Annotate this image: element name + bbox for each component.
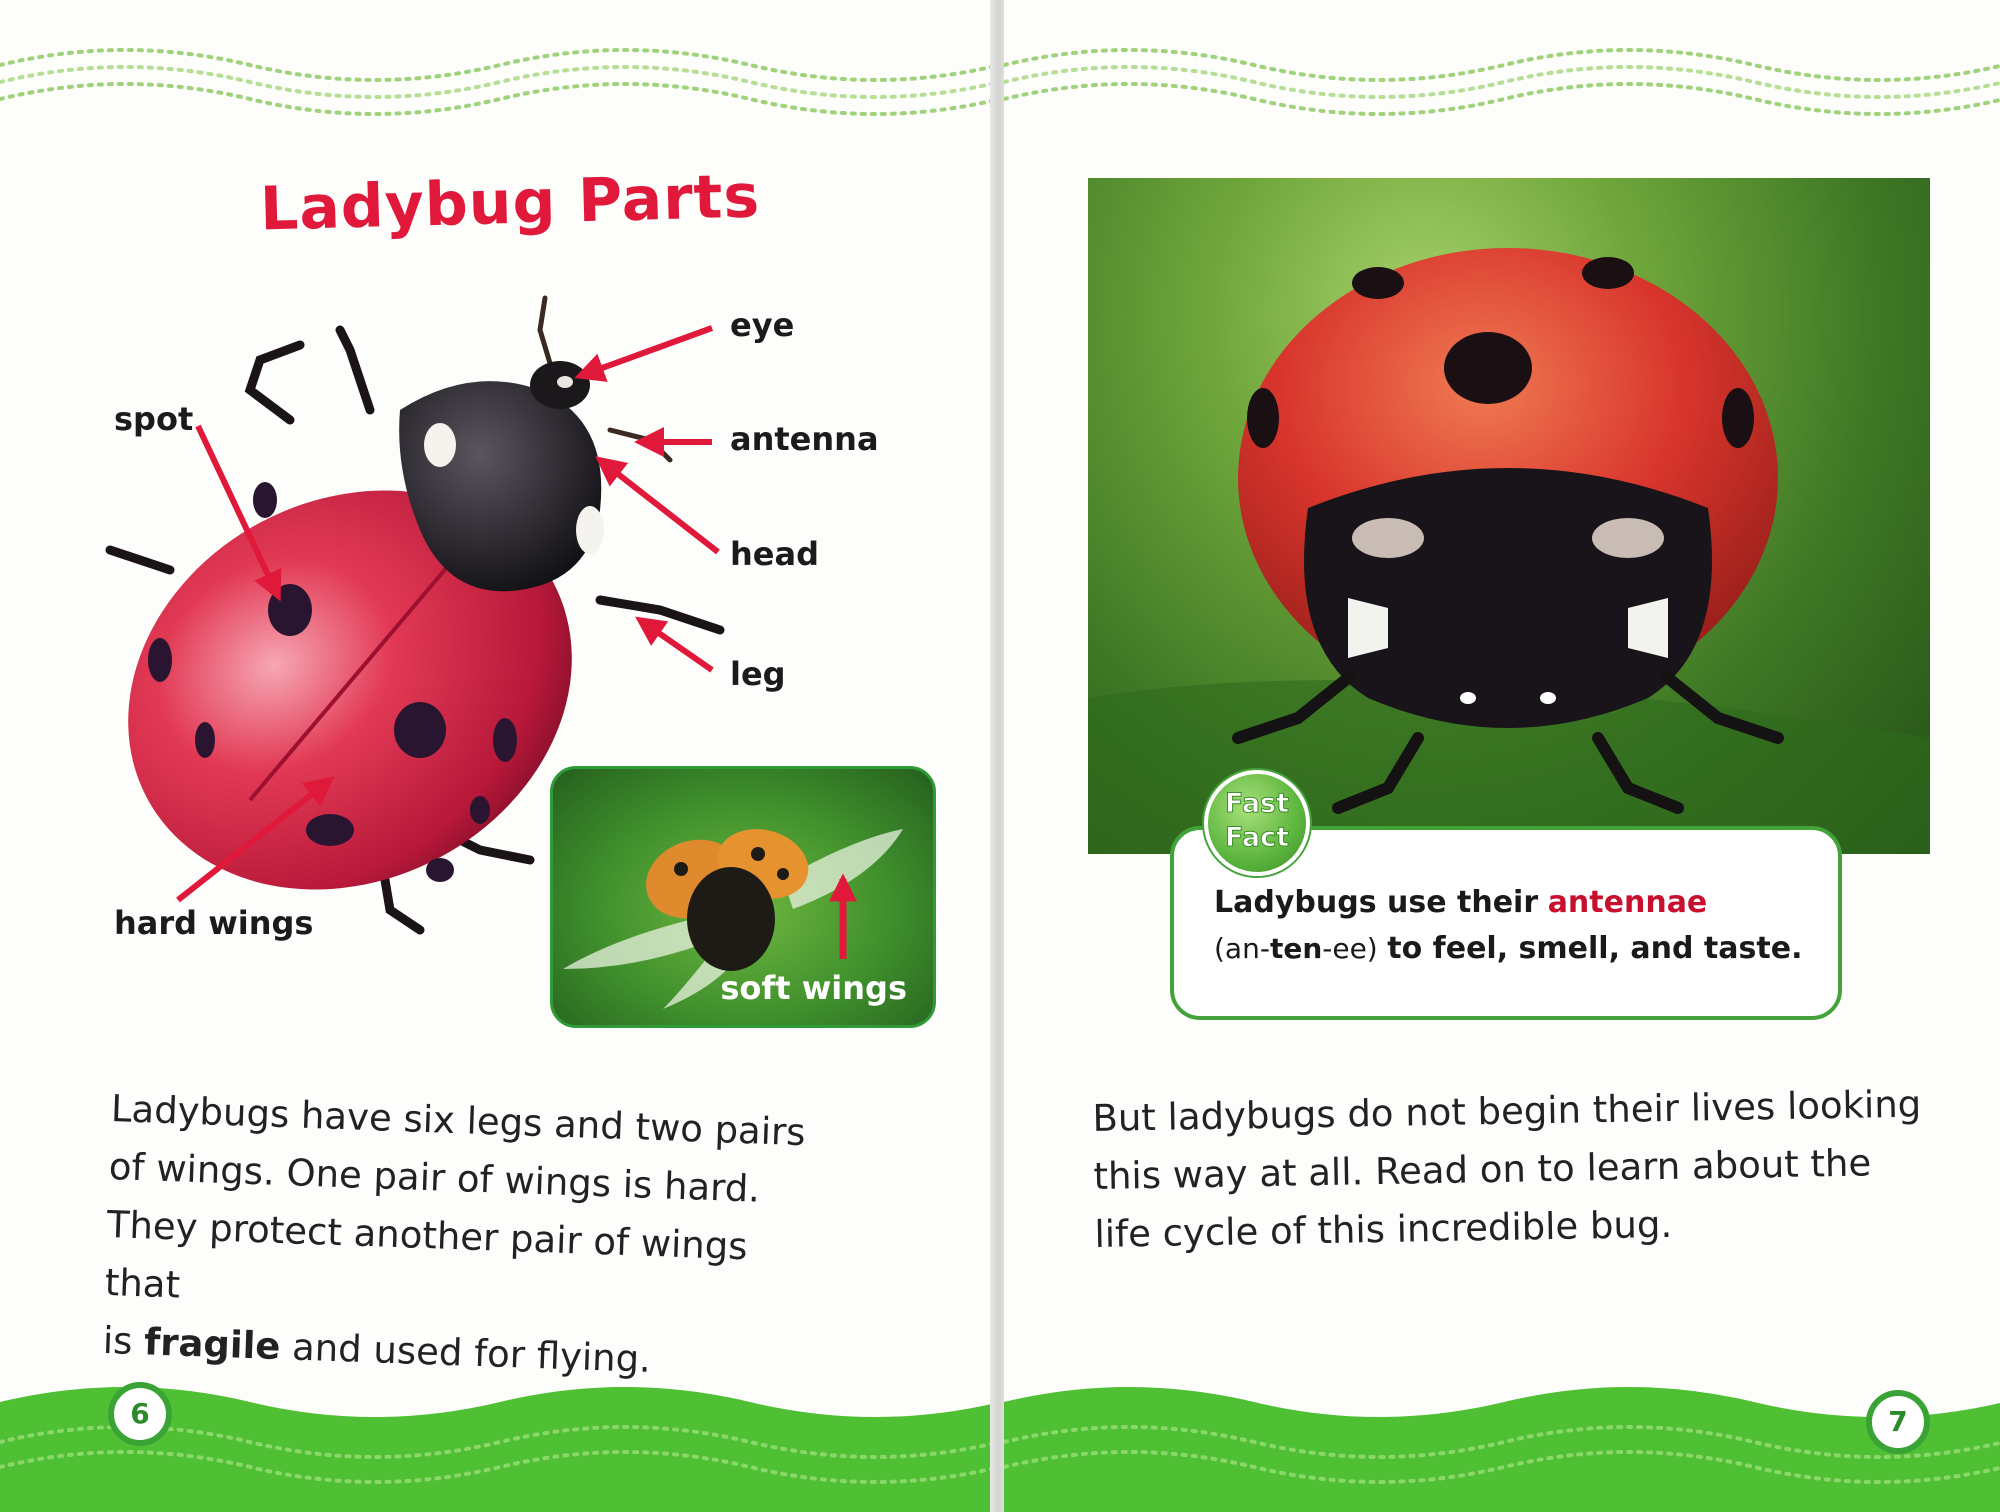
body-line: life cycle of this incredible bug. <box>1094 1202 1673 1256</box>
body-line: this way at all. Read on to learn about the <box>1093 1141 1872 1198</box>
body-text-right <box>1092 1075 1935 1264</box>
page-number-right: 7 <box>1866 1390 1930 1454</box>
body-line: Ladybugs have six legs and two pairs <box>110 1086 807 1155</box>
label-antenna: antenna <box>730 420 879 458</box>
fact-text-part: to feel, smell, and taste. <box>1387 931 1803 966</box>
fast-fact-text <box>1214 880 1814 972</box>
body-text-left <box>102 1080 832 1395</box>
label-leg: leg <box>730 655 786 693</box>
label-spot: spot <box>114 400 194 438</box>
pron-stress: ten <box>1269 932 1323 965</box>
body-line: and used for flying. <box>291 1325 652 1381</box>
bottom-green-wave-decoration <box>1004 1372 2000 1512</box>
label-hard-wings: hard wings <box>114 904 314 942</box>
body-line: is <box>102 1318 134 1363</box>
pron-open: (an- <box>1214 932 1270 965</box>
top-dotted-wave-decoration <box>1004 20 2000 130</box>
fact-text-part: Ladybugs use their <box>1214 885 1539 920</box>
pron-close: -ee) <box>1322 932 1378 965</box>
glossary-term-antennae: antennae <box>1547 885 1708 920</box>
right-page <box>1004 0 2000 1512</box>
fast-fact-badge-line1: Fast <box>1224 788 1290 819</box>
fast-fact-badge <box>1204 770 1310 876</box>
body-line: But ladybugs do not begin their lives looking <box>1092 1082 1922 1140</box>
left-page <box>0 0 996 1512</box>
label-eye: eye <box>730 306 795 344</box>
top-dotted-wave-decoration <box>0 20 996 130</box>
soft-wings-inset-photo <box>550 766 936 1028</box>
ladybug-closeup-photo <box>1088 178 1930 854</box>
body-line: They protect another pair of wings that <box>104 1202 749 1307</box>
body-line: of wings. One pair of wings is hard. <box>108 1144 761 1211</box>
fast-fact-badge-line2: Fact <box>1225 822 1289 853</box>
page-title: Ladybug Parts <box>259 161 761 245</box>
ladybug-front-illustration <box>1088 178 1930 854</box>
pronunciation <box>1214 932 1378 965</box>
page-number-left: 6 <box>108 1382 172 1446</box>
label-head: head <box>730 535 819 573</box>
label-soft-wings: soft wings <box>720 969 907 1007</box>
glossary-term-fragile: fragile <box>143 1320 282 1369</box>
